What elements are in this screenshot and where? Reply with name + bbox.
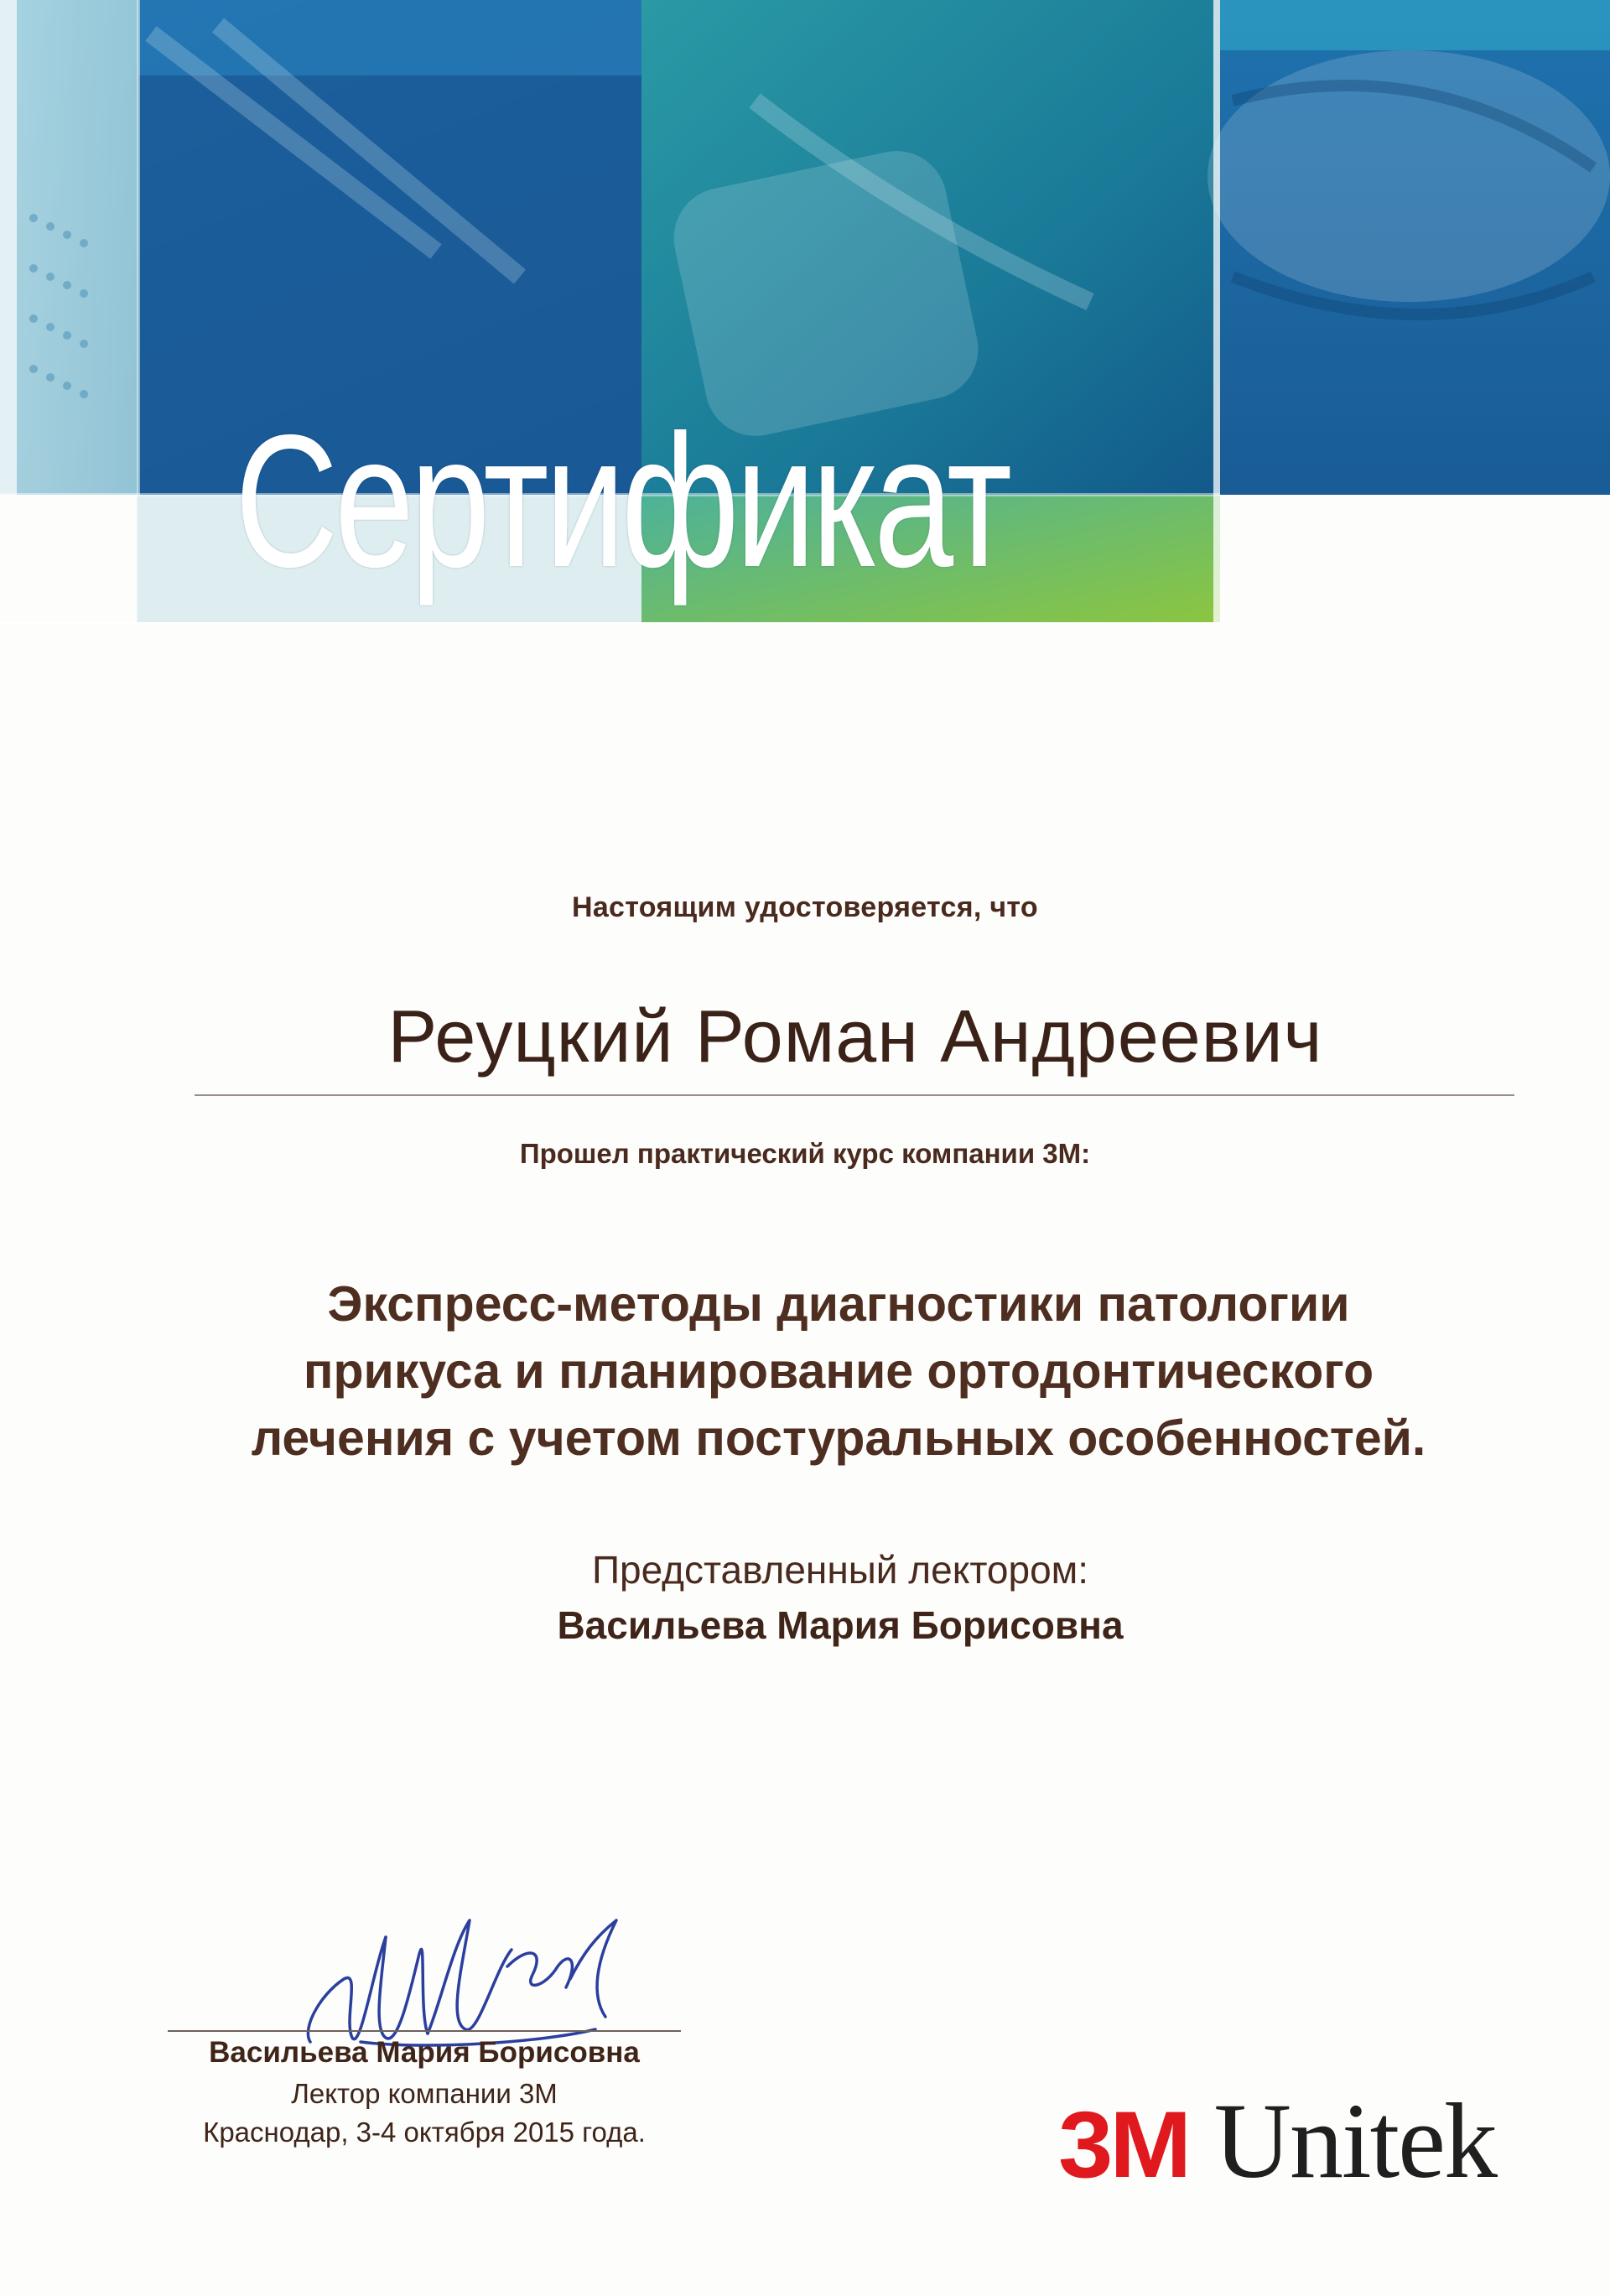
course-title-line: Экспресс-методы диагностики патологии [327, 1276, 1350, 1332]
course-title-line: лечения с учетом постуральных особенностей. [251, 1410, 1426, 1466]
place-and-date: Краснодар, 3-4 октября 2015 года. [203, 2117, 646, 2148]
course-title [34, 1270, 1610, 1472]
signatory-role: Лектор компании 3М [291, 2078, 558, 2109]
course-title-line: прикуса и планирование ортодонтического [303, 1343, 1374, 1399]
signatory-name: Васильева Мария Борисовна [209, 2036, 640, 2069]
unitek-wordmark: Unitek [1213, 2081, 1496, 2200]
course-intro-text: Прошел практический курс компании 3М: [519, 1138, 1091, 1169]
header-banner [0, 0, 1610, 625]
signature-line [168, 2030, 681, 2032]
certificate-title: Сертификат [235, 395, 1009, 606]
intro-text: Настоящим удостоверяется, что [571, 891, 1038, 923]
recipient-name-underline [195, 1094, 1514, 1096]
recipient-name: Реуцкий Роман Андреевич [387, 995, 1323, 1078]
3m-logo: 3M [1058, 2092, 1188, 2197]
lecturer-name: Васильева Мария Борисовна [557, 1603, 1124, 1647]
presented-by-label: Представленный лектором: [591, 1548, 1089, 1592]
3m-unitek-logo [1058, 2080, 1496, 2203]
